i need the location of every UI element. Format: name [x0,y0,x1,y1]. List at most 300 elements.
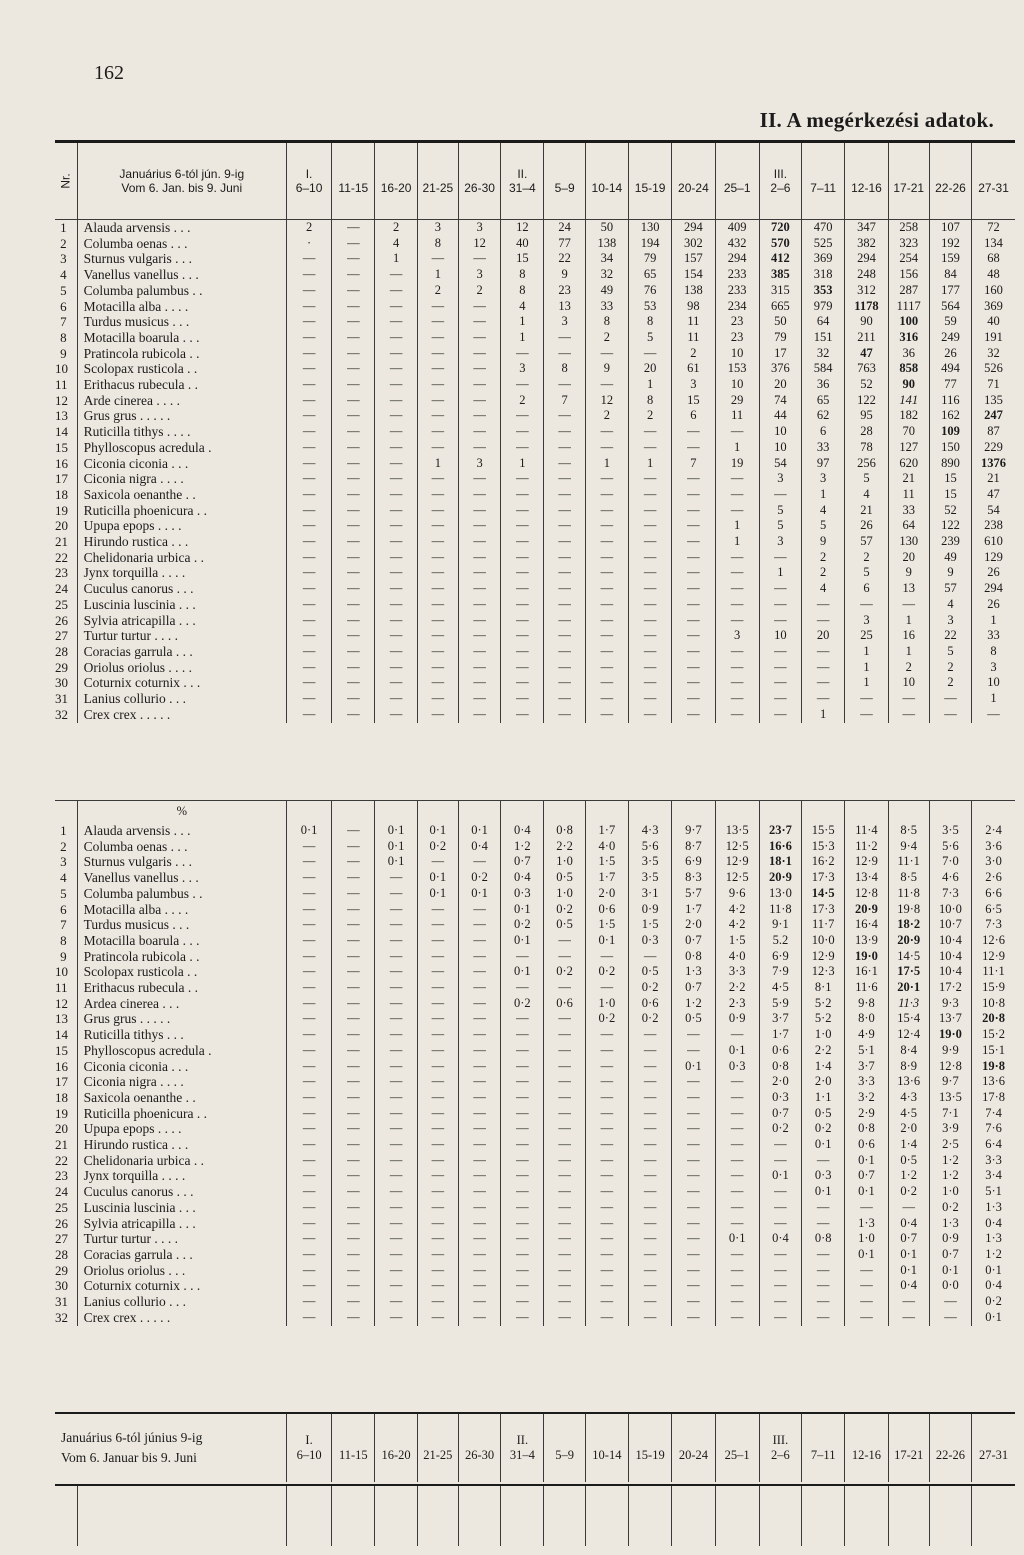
value-cell: 3·4 [972,1168,1015,1184]
value-cell: 4·3 [888,1090,929,1106]
value-cell: — [375,377,417,393]
value-cell: — [501,1074,544,1090]
value-cell: 2 [845,550,888,566]
table-row [55,917,1015,933]
value-cell: 1·2 [929,1153,971,1169]
species-name: Motacilla boarula . . . [77,933,286,949]
value-cell: — [629,949,672,965]
value-cell: — [715,471,759,487]
period-header [286,143,331,219]
month-mark [544,1434,584,1448]
value-cell: — [544,518,585,534]
value-cell: 9·8 [845,996,888,1012]
value-cell: 32 [972,346,1015,362]
spacer [929,801,971,824]
species-name: Luscinia luscinia . . . [77,597,286,613]
value-cell: — [417,644,458,660]
table-row [55,346,1015,362]
value-cell: 1·3 [845,1216,888,1232]
table-row [55,886,1015,902]
value-cell: — [501,550,544,566]
value-cell: 0·1 [845,1247,888,1263]
value-cell: — [286,660,331,676]
footer-period-header [417,1414,458,1482]
value-cell: — [759,487,801,503]
value-cell: 0·5 [544,917,585,933]
value-cell: 233 [715,283,759,299]
table-row [55,1106,1015,1122]
period-header [802,143,845,219]
table-row [55,299,1015,315]
table-row [55,361,1015,377]
value-cell: 233 [715,267,759,283]
value-cell: 0·5 [802,1106,845,1122]
value-cell: — [286,839,331,855]
value-cell: — [375,707,417,723]
value-cell: 24 [544,220,585,236]
value-cell: — [715,644,759,660]
row-number: 16 [55,455,68,471]
value-cell: — [458,408,500,424]
value-cell: — [286,1106,331,1122]
value-cell: — [501,487,544,503]
value-cell: 3 [802,471,845,487]
value-cell: 65 [802,393,845,409]
species-name: Oriolus oriolus . . . [77,1263,286,1279]
value-cell: — [501,424,544,440]
value-cell: 1·0 [802,1027,845,1043]
value-cell: — [332,917,375,933]
value-cell: 1 [501,330,544,346]
value-cell: — [458,902,500,918]
value-cell: — [458,613,500,629]
month-mark [375,167,416,181]
value-cell: — [501,1153,544,1169]
table-row [55,581,1015,597]
value-cell: — [286,691,331,707]
value-cell: 36 [888,346,929,362]
value-cell: — [417,408,458,424]
row-number: 9 [60,345,67,361]
value-cell: — [544,1200,585,1216]
empty-cell [929,1486,971,1546]
value-cell: — [501,1043,544,1059]
value-cell: — [375,1168,417,1184]
footer-table [55,1414,1015,1482]
value-cell: — [585,597,628,613]
value-cell: — [759,1310,801,1326]
value-cell: 470 [802,220,845,236]
species-name: Scolopax rusticola . . [77,964,286,980]
value-cell: — [375,393,417,409]
value-cell: 23 [715,330,759,346]
value-cell: — [585,1278,628,1294]
value-cell: 98 [672,299,715,315]
species-name: Columba palumbus . . [77,886,286,902]
value-cell: — [458,628,500,644]
value-cell: — [585,1043,628,1059]
value-cell: — [759,1247,801,1263]
value-cell: — [375,917,417,933]
value-cell: 122 [845,393,888,409]
value-cell: 48 [972,267,1015,283]
value-cell: — [458,518,500,534]
value-cell: — [672,1247,715,1263]
row-number: 27 [55,628,68,644]
percent-table [55,800,1015,1326]
row-number: 18 [55,486,68,502]
value-cell: 16·1 [845,964,888,980]
month-mark [972,167,1015,181]
value-cell: — [759,1278,801,1294]
value-cell: — [332,691,375,707]
value-cell: 211 [845,330,888,346]
month-mark [418,167,458,181]
value-cell: 564 [929,299,971,315]
value-cell: — [332,597,375,613]
value-cell: — [286,581,331,597]
value-cell: — [417,1216,458,1232]
value-cell: — [375,1310,417,1326]
value-cell: — [332,408,375,424]
period-label: 12-16 [851,181,882,195]
value-cell: — [286,964,331,980]
value-cell: 12 [501,220,544,236]
empty-cell [585,1486,628,1546]
value-cell: — [544,1043,585,1059]
value-cell: — [888,1294,929,1310]
species-name: Scolopax rusticola . . [77,361,286,377]
period-label: 25–1 [723,181,751,195]
table-row [55,1278,1015,1294]
value-cell: 0·8 [845,1121,888,1137]
period-label: 11-15 [338,1447,368,1462]
value-cell: 2 [929,660,971,676]
value-cell: 138 [672,283,715,299]
value-cell: — [802,1200,845,1216]
value-cell: 347 [845,220,888,236]
value-cell: 5 [759,518,801,534]
value-cell: — [585,377,628,393]
value-cell: 0·2 [585,964,628,980]
value-cell: 162 [929,408,971,424]
value-cell: 10 [759,628,801,644]
value-cell: 177 [929,283,971,299]
value-cell: — [417,518,458,534]
value-cell: — [544,1310,585,1326]
row-number: 32 [55,706,68,722]
value-cell: — [629,534,672,550]
value-cell: — [544,346,585,362]
period-label: 16-20 [380,181,412,195]
value-cell: 10·4 [929,964,971,980]
value-cell: 0·1 [417,886,458,902]
footer-period-header [544,1414,585,1482]
value-cell: 16·4 [845,917,888,933]
value-cell: — [585,1263,628,1279]
value-cell: 13 [544,299,585,315]
species-name: Columba palumbus . . [77,283,286,299]
value-cell: — [417,314,458,330]
month-mark [889,1434,929,1448]
row-number: 2 [60,235,67,251]
value-cell: 13 [888,581,929,597]
value-cell: 19·0 [929,1027,971,1043]
value-cell: 7·1 [929,1106,971,1122]
value-cell: — [672,1294,715,1310]
value-cell: 2 [417,283,458,299]
value-cell: — [501,1247,544,1263]
species-name: Crex crex . . . . . [77,1310,286,1326]
row-number: 3 [60,854,67,870]
value-cell: 3 [544,314,585,330]
value-cell: 33 [802,440,845,456]
value-cell: 4 [802,503,845,519]
value-cell: — [458,707,500,723]
value-cell: 2·9 [845,1106,888,1122]
value-cell: — [929,1294,971,1310]
value-cell: — [332,471,375,487]
value-cell: 6 [845,581,888,597]
value-cell: 2 [375,220,417,236]
value-cell: — [286,565,331,581]
value-cell: — [585,1216,628,1232]
value-cell: 19·8 [888,902,929,918]
value-cell: — [417,707,458,723]
value-cell: — [845,1200,888,1216]
table-row [55,1153,1015,1169]
value-cell: 76 [629,283,672,299]
species-name: Ruticilla phoenicura . . [77,1106,286,1122]
value-cell: — [332,933,375,949]
value-cell: 0·1 [501,964,544,980]
table-row [55,1231,1015,1247]
value-cell: 0·4 [501,823,544,839]
value-cell: — [672,1090,715,1106]
value-cell: 2·4 [972,823,1015,839]
value-cell: — [501,471,544,487]
value-cell: — [286,267,331,283]
value-cell: 59 [929,314,971,330]
value-cell: 665 [759,299,801,315]
value-cell: 34 [585,251,628,267]
value-cell: — [585,691,628,707]
value-cell: 107 [929,220,971,236]
period-label: 12-16 [851,1447,882,1462]
running-head: II. A megérkezési adatok. [759,108,994,132]
value-cell: — [375,361,417,377]
footer-period-header [759,1414,801,1482]
value-cell: — [332,1121,375,1137]
value-cell: 0·1 [929,1263,971,1279]
row-number: 7 [60,314,67,330]
value-cell: — [715,1153,759,1169]
value-cell: — [629,487,672,503]
value-cell: 1·2 [929,1168,971,1184]
value-cell: — [629,1043,672,1059]
value-cell: — [458,361,500,377]
value-cell: 1 [715,534,759,550]
row-number: 10 [55,361,68,377]
value-cell: 0·1 [458,823,500,839]
value-cell: 0·3 [501,886,544,902]
empty-cell [375,1486,417,1546]
value-cell: — [629,1263,672,1279]
row-number: 22 [55,1152,68,1168]
value-cell: 3 [845,613,888,629]
species-name: Jynx torquilla . . . . [77,565,286,581]
value-cell: — [802,1263,845,1279]
value-cell: — [501,1263,544,1279]
value-cell: — [375,471,417,487]
value-cell: — [458,471,500,487]
period-header [417,143,458,219]
value-cell: — [672,628,715,644]
value-cell: 0·1 [888,1247,929,1263]
spacer [629,801,672,824]
value-cell: 6·6 [972,886,1015,902]
value-cell: — [629,628,672,644]
value-cell: 0·1 [888,1263,929,1279]
species-name: Cuculus canorus . . . [77,1184,286,1200]
value-cell: — [417,691,458,707]
value-cell: — [286,361,331,377]
value-cell: 2 [802,565,845,581]
value-cell: — [417,534,458,550]
value-cell: 28 [845,424,888,440]
value-cell: — [672,691,715,707]
value-cell: — [286,487,331,503]
value-cell: 54 [759,456,801,472]
value-cell: 0·8 [544,823,585,839]
value-cell: — [458,1278,500,1294]
value-cell: 7·0 [929,854,971,870]
row-number: 26 [55,612,68,628]
row-number: 22 [55,549,68,565]
value-cell: — [458,314,500,330]
row-number: 28 [55,1246,68,1262]
value-cell: — [715,424,759,440]
value-cell: — [501,534,544,550]
value-cell: 4·9 [845,1027,888,1043]
table-row [55,1168,1015,1184]
value-cell: — [286,644,331,660]
value-cell: — [715,1216,759,1232]
value-cell: — [802,675,845,691]
value-cell: — [375,949,417,965]
value-cell: 0·2 [458,870,500,886]
species-name: Erithacus rubecula . . [77,980,286,996]
value-cell: — [375,1106,417,1122]
row-number: 27 [55,1231,68,1247]
value-cell: 0·4 [972,1278,1015,1294]
value-cell: — [332,393,375,409]
value-cell: — [585,1121,628,1137]
value-cell: 16 [888,628,929,644]
value-cell: — [332,299,375,315]
value-cell: — [375,440,417,456]
value-cell: — [375,565,417,581]
value-cell: 12·8 [929,1059,971,1075]
value-cell: — [501,707,544,723]
value-cell: 0·1 [715,1231,759,1247]
table-row [55,283,1015,299]
species-name: Alauda arvensis . . . [77,220,286,236]
value-cell: — [715,1027,759,1043]
value-cell: 3·5 [929,823,971,839]
value-cell: 0·1 [501,902,544,918]
value-cell: 1·1 [802,1090,845,1106]
value-cell: — [332,1231,375,1247]
value-cell: 3·0 [972,854,1015,870]
value-cell: — [417,581,458,597]
value-cell: 4·2 [715,902,759,918]
value-cell: — [417,377,458,393]
value-cell: 32 [802,346,845,362]
value-cell: — [286,902,331,918]
month-mark [845,1434,887,1448]
value-cell: 8·1 [802,980,845,996]
value-cell: 3·1 [629,886,672,902]
value-cell: 77 [929,377,971,393]
value-cell: — [375,534,417,550]
value-cell: — [501,613,544,629]
value-cell: 3 [458,456,500,472]
value-cell: — [629,1090,672,1106]
value-cell: — [375,1011,417,1027]
species-name: Saxicola oenanthe . . [77,1090,286,1106]
value-cell: 17·3 [802,902,845,918]
period-label: 20-24 [678,1447,708,1462]
value-cell: 4·2 [715,917,759,933]
value-cell: — [585,1106,628,1122]
value-cell: 0·9 [629,902,672,918]
value-cell: 26 [845,518,888,534]
month-mark: III. [773,167,788,181]
value-cell: — [458,424,500,440]
value-cell: 0·2 [585,1011,628,1027]
value-cell: — [417,1153,458,1169]
value-cell: 10·7 [929,917,971,933]
value-cell: — [629,1027,672,1043]
value-cell: — [672,1074,715,1090]
value-cell: 0·1 [286,823,331,839]
value-cell: — [458,675,500,691]
value-cell: — [458,949,500,965]
period-header [501,143,544,219]
value-cell: — [286,980,331,996]
value-cell: — [417,1106,458,1122]
value-cell: — [629,1231,672,1247]
table-row [55,408,1015,424]
empty-cell [501,1486,544,1546]
value-cell: 0·5 [888,1153,929,1169]
value-cell: 294 [845,251,888,267]
value-cell: — [417,565,458,581]
value-cell: — [544,707,585,723]
value-cell: 71 [972,377,1015,393]
value-cell: 1·4 [802,1059,845,1075]
value-cell: 3 [458,220,500,236]
value-cell: 8 [972,644,1015,660]
value-cell: 2·0 [585,886,628,902]
value-cell: 1·0 [585,996,628,1012]
value-cell: 8 [629,314,672,330]
value-cell: 323 [888,236,929,252]
value-cell: — [672,707,715,723]
value-cell: 9 [802,534,845,550]
row-number: 32 [55,1309,68,1325]
